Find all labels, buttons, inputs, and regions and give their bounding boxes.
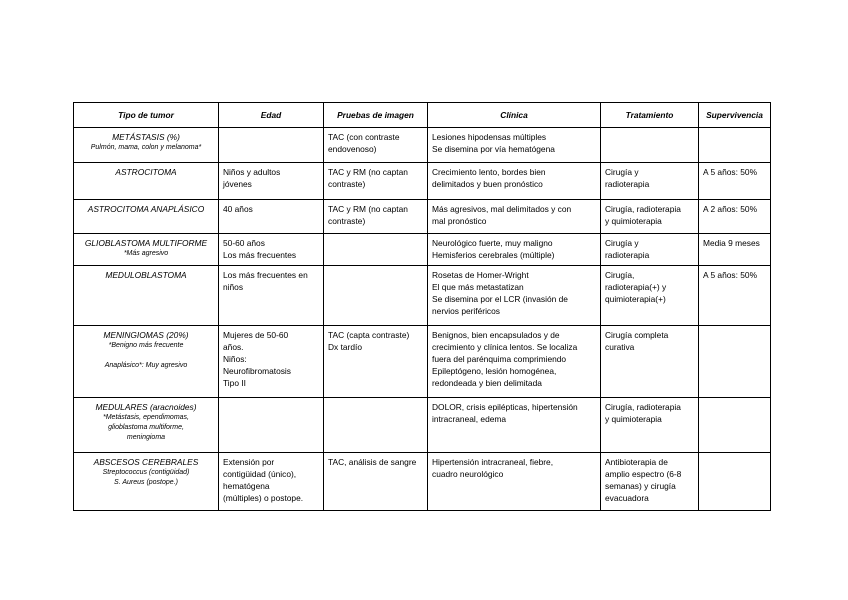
edad-line: años. (223, 342, 244, 352)
edad-line: 50-60 años (223, 238, 265, 248)
pruebas-line: endovenoso) (328, 144, 377, 154)
cell-tipo (74, 266, 219, 326)
cell-clinica (428, 128, 601, 163)
tratamiento-line: Cirugía, radioterapia (605, 204, 681, 214)
tumor-note: glioblastoma multiforme, (108, 424, 184, 431)
cell-tratamiento (601, 163, 699, 200)
cell-tipo (74, 234, 219, 266)
clinica-line: redondeada y bien delimitada (432, 378, 542, 388)
header-tratamiento: Tratamiento (601, 103, 699, 128)
header-pruebas: Pruebas de imagen (324, 103, 428, 128)
table-row (74, 326, 771, 398)
tumor-name: ASTROCITOMA ANAPLÁSICO (87, 204, 205, 214)
tratamiento-line: y quimioterapia (605, 216, 662, 226)
tumor-note: *Metástasis, ependimomas, (103, 414, 189, 421)
header-clinica: Clínica (428, 103, 601, 128)
cell-pruebas (324, 200, 428, 234)
tratamiento-line: semanas) y cirugía (605, 481, 676, 491)
edad-line: Extensión por (223, 457, 275, 467)
tumor-note: *Benigno más frecuente (108, 342, 184, 349)
pruebas-line: TAC y RM (no captan (328, 204, 408, 214)
clinica-line: Se disemina por vía hematógena (432, 144, 555, 154)
clinica-line: delimitados y buen pronóstico (432, 179, 543, 189)
cell-tratamiento (601, 200, 699, 234)
tratamiento-line: Cirugía, radioterapia (605, 402, 681, 412)
tumor-table (73, 102, 771, 511)
tratamiento-line: radioterapia (605, 250, 650, 260)
cell-pruebas (324, 234, 428, 266)
cell-supervivencia (699, 200, 771, 234)
tumor-name: MEDULARES (aracnoides) (95, 402, 197, 412)
header-edad: Edad (219, 103, 324, 128)
table-row (74, 163, 771, 200)
clinica-line: Hemisferios cerebrales (múltiple) (432, 250, 555, 260)
cell-clinica (428, 163, 601, 200)
edad-line: (múltiples) o postope. (223, 493, 304, 503)
clinica-line: Lesiones hipodensas múltiples (432, 132, 547, 142)
edad-line: 40 años (223, 204, 253, 214)
cell-tratamiento (601, 266, 699, 326)
cell-supervivencia (699, 128, 771, 163)
supervivencia-line: A 5 años: 50% (703, 167, 758, 177)
edad-line: Tipo II (223, 378, 246, 388)
tratamiento-line: quimioterapia(+) (605, 294, 666, 304)
cell-tipo (74, 200, 219, 234)
clinica-line: intracraneal, edema (432, 414, 507, 424)
cell-edad (219, 200, 324, 234)
edad-line: Los más frecuentes en (223, 270, 308, 280)
cell-pruebas (324, 266, 428, 326)
cell-pruebas (324, 453, 428, 511)
edad-line: jóvenes (223, 179, 252, 189)
tumor-note: *Más agresivo (123, 250, 169, 257)
cell-supervivencia (699, 398, 771, 453)
cell-tratamiento (601, 326, 699, 398)
tratamiento-line: y quimioterapia (605, 414, 662, 424)
header-supervivencia: Supervivencia (699, 103, 771, 128)
edad-line: Mujeres de 50-60 (223, 330, 289, 340)
clinica-line: Rosetas de Homer-Wright (432, 270, 529, 280)
pruebas-line: Dx tardío (328, 342, 362, 352)
tratamiento-line: curativa (605, 342, 635, 352)
tumor-subnote: S. Aureus (postope.) (114, 479, 178, 486)
clinica-line: Neurológico fuerte, muy maligno (432, 238, 553, 248)
edad-line: Niños y adultos (223, 167, 281, 177)
tumor-name: ABSCESOS CEREBRALES (93, 457, 199, 467)
pruebas-line: TAC (con contraste (328, 132, 400, 142)
tratamiento-line: Cirugía y (605, 167, 639, 177)
cell-tipo (74, 326, 219, 398)
cell-supervivencia (699, 234, 771, 266)
tratamiento-line: Cirugía, (605, 270, 635, 280)
tumor-note: meningioma (126, 434, 166, 441)
cell-supervivencia (699, 453, 771, 511)
edad-line: niños (223, 282, 244, 292)
cell-tipo (74, 128, 219, 163)
tumor-subnote: Streptococcus (contigüidad) (102, 469, 190, 476)
cell-tratamiento (601, 453, 699, 511)
tratamiento-line: Cirugía completa (605, 330, 669, 340)
cell-tipo (74, 453, 219, 511)
tumor-name: METÁSTASIS (%) (112, 132, 180, 142)
tumor-note: Anaplásico*: Muy agresivo (104, 362, 188, 369)
cell-pruebas (324, 326, 428, 398)
edad-line: hematógena (223, 481, 270, 491)
cell-supervivencia (699, 163, 771, 200)
edad-line: contigüidad (único), (223, 469, 297, 479)
cell-clinica (428, 266, 601, 326)
cell-clinica (428, 326, 601, 398)
clinica-line: Benignos, bien encapsulados y de (432, 330, 560, 340)
edad-line: Neurofibromatosis (223, 366, 291, 376)
tumor-note: Pulmón, mama, colon y melanoma* (90, 144, 202, 151)
clinica-line: cuadro neurológico (432, 469, 504, 479)
table-row (74, 234, 771, 266)
table-row (74, 200, 771, 234)
clinica-line: Crecimiento lento, bordes bien (432, 167, 546, 177)
cell-clinica (428, 200, 601, 234)
cell-supervivencia (699, 326, 771, 398)
cell-edad (219, 266, 324, 326)
pruebas-line: TAC (capta contraste) (328, 330, 410, 340)
tumor-name: MEDULOBLASTOMA (105, 270, 187, 280)
clinica-line: Epileptógeno, lesión homogénea, (432, 366, 557, 376)
tratamiento-line: radioterapia (605, 179, 650, 189)
cell-edad (219, 163, 324, 200)
cell-tipo (74, 398, 219, 453)
cell-edad (219, 398, 324, 453)
cell-clinica (428, 453, 601, 511)
cell-edad (219, 326, 324, 398)
clinica-line: fuera del parénquima comprimiendo (432, 354, 567, 364)
clinica-line: nervios periféricos (432, 306, 500, 316)
tratamiento-line: evacuadora (605, 493, 649, 503)
header-tipo: Tipo de tumor (74, 103, 219, 128)
tratamiento-line: Cirugía y (605, 238, 639, 248)
header-row (74, 103, 771, 128)
clinica-line: mal pronóstico (432, 216, 487, 226)
cell-pruebas (324, 398, 428, 453)
cell-clinica (428, 234, 601, 266)
cell-edad (219, 128, 324, 163)
tumor-name: GLIOBLASTOMA MULTIFORME (84, 238, 208, 248)
table-row (74, 266, 771, 326)
clinica-line: DOLOR, crisis epilépticas, hipertensión (432, 402, 578, 412)
clinica-line: Más agresivos, mal delimitados y con (432, 204, 572, 214)
clinica-line: Hipertensión intracraneal, fiebre, (432, 457, 554, 467)
clinica-line: Se disemina por el LCR (invasión de (432, 294, 568, 304)
tumor-name: MENINGIOMAS (20%) (103, 330, 189, 340)
tumor-name: ASTROCITOMA (115, 167, 177, 177)
tratamiento-line: Antibioterapia de (605, 457, 668, 467)
cell-tratamiento (601, 398, 699, 453)
table-row (74, 128, 771, 163)
clinica-line: crecimiento y clínica lentos. Se localiza (432, 342, 578, 352)
cell-pruebas (324, 128, 428, 163)
clinica-line: El que más metastatizan (432, 282, 524, 292)
cell-edad (219, 453, 324, 511)
supervivencia-line: A 2 años: 50% (703, 204, 758, 214)
cell-supervivencia (699, 266, 771, 326)
table-row (74, 453, 771, 511)
cell-clinica (428, 398, 601, 453)
table-row (74, 398, 771, 453)
pruebas-line: contraste) (328, 179, 366, 189)
cell-tratamiento (601, 128, 699, 163)
cell-tipo (74, 163, 219, 200)
supervivencia-line: Media 9 meses (703, 238, 760, 248)
supervivencia-line: A 5 años: 50% (703, 270, 758, 280)
cell-pruebas (324, 163, 428, 200)
cell-tratamiento (601, 234, 699, 266)
cell-edad (219, 234, 324, 266)
pruebas-line: contraste) (328, 216, 366, 226)
edad-line: Los más frecuentes (223, 250, 297, 260)
edad-line: Niños: (223, 354, 247, 364)
tratamiento-line: amplio espectro (6-8 (605, 469, 682, 479)
tratamiento-line: radioterapia(+) y (605, 282, 667, 292)
pruebas-line: TAC y RM (no captan (328, 167, 408, 177)
pruebas-line: TAC, análisis de sangre (328, 457, 417, 467)
